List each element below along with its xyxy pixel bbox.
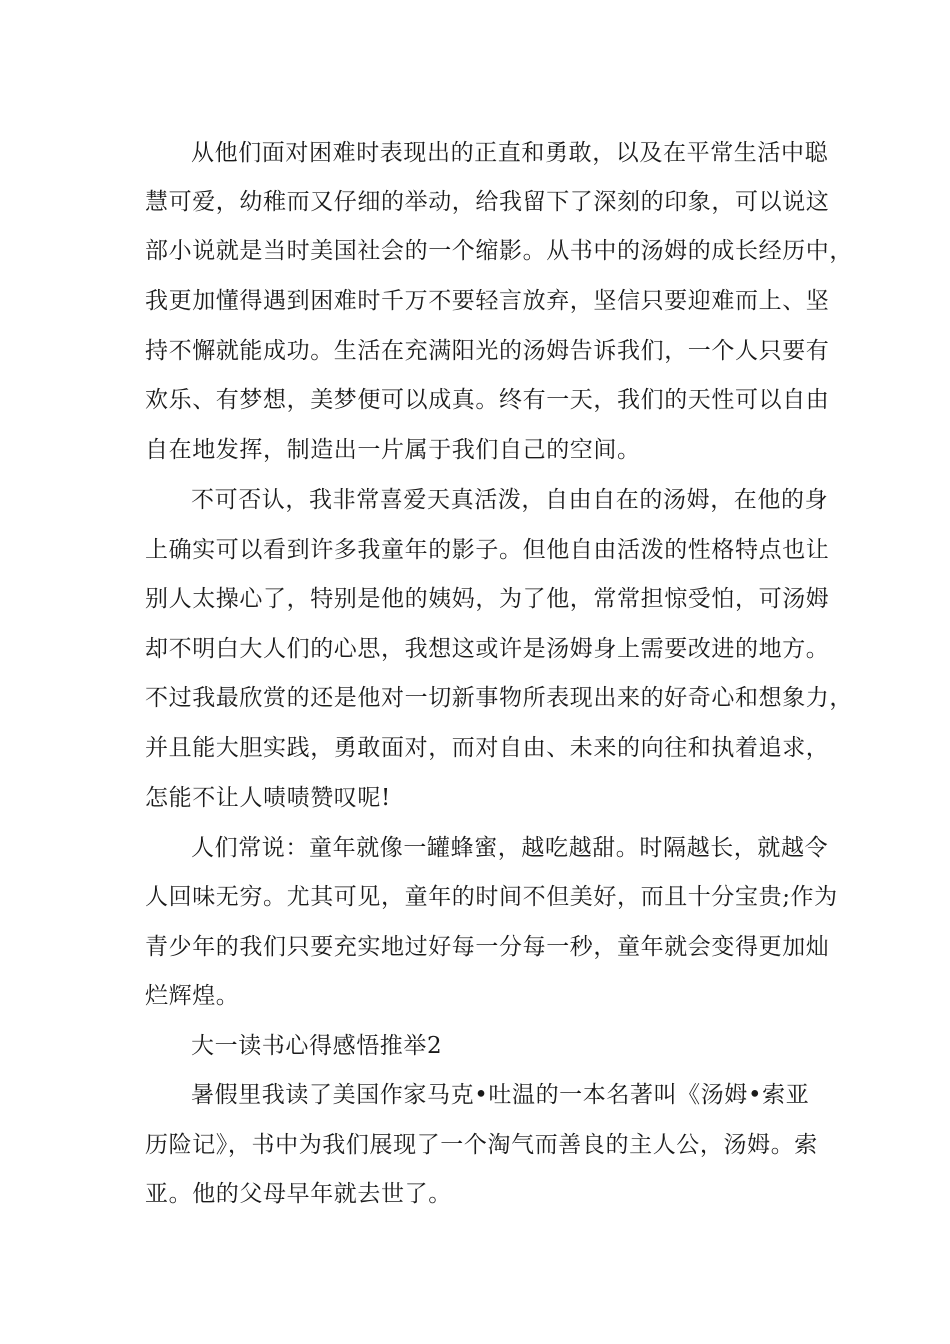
- paragraph-line: 从他们面对困难时表现出的正直和勇敢，以及在平常生活中聪: [191, 140, 829, 166]
- paragraph-line: 亚。他的父母早年就去世了。: [145, 1181, 452, 1207]
- paragraph-line: 慧可爱，幼稚而又仔细的举动，给我留下了深刻的印象，可以说这: [145, 189, 830, 215]
- paragraph-line: 我更加懂得遇到困难时千万不要轻言放弃，坚信只要迎难而上、坚: [145, 288, 830, 314]
- paragraph-line: 暑假里我读了美国作家马克•吐温的一本名著叫《汤姆•索亚: [191, 1082, 810, 1108]
- paragraph-line: 自在地发挥，制造出一片属于我们自己的空间。: [145, 437, 641, 463]
- paragraph-line: 部小说就是当时美国社会的一个缩影。从书中的汤姆的成长经历中，: [145, 238, 853, 264]
- paragraph-line: 不过我最欣赏的还是他对一切新事物所表现出来的好奇心和想象力，: [145, 685, 853, 711]
- paragraph-line: 人们常说：童年就像一罐蜂蜜，越吃越甜。时隔越长，就越令: [191, 835, 829, 861]
- paragraph-line: 别人太操心了，特别是他的姨妈，为了他，常常担惊受怕，可汤姆: [145, 586, 830, 612]
- paragraph-line: 人回味无穷。尤其可见，童年的时间不但美好，而且十分宝贵;作为: [145, 884, 838, 910]
- paragraph-line: 历险记》，书中为我们展现了一个淘气而善良的主人公，汤姆。索: [145, 1132, 818, 1158]
- paragraph-line: 持不懈就能成功。生活在充满阳光的汤姆告诉我们，一个人只要有: [145, 338, 830, 364]
- paragraph-line: 怎能不让人啧啧赞叹呢!: [145, 785, 391, 811]
- paragraph-line: 并且能大胆实践，勇敢面对，而对自由、未来的向往和执着追求，: [145, 735, 830, 761]
- paragraph-line: 却不明白大人们的心思，我想这或许是汤姆身上需要改进的地方。: [145, 636, 830, 662]
- paragraph-line: 青少年的我们只要充实地过好每一分每一秒，童年就会变得更加灿: [145, 934, 830, 960]
- section-heading-text: 大一读书心得感悟推举2: [191, 1033, 443, 1059]
- paragraph-line: 上确实可以看到许多我童年的影子。但他自由活泼的性格特点也让: [145, 537, 830, 563]
- paragraph-line: 欢乐、有梦想，美梦便可以成真。终有一天，我们的天性可以自由: [145, 387, 830, 413]
- paragraph-line: 烂辉煌。: [145, 983, 240, 1009]
- paragraph-line: 不可否认，我非常喜爱天真活泼，自由自在的汤姆，在他的身: [191, 487, 829, 513]
